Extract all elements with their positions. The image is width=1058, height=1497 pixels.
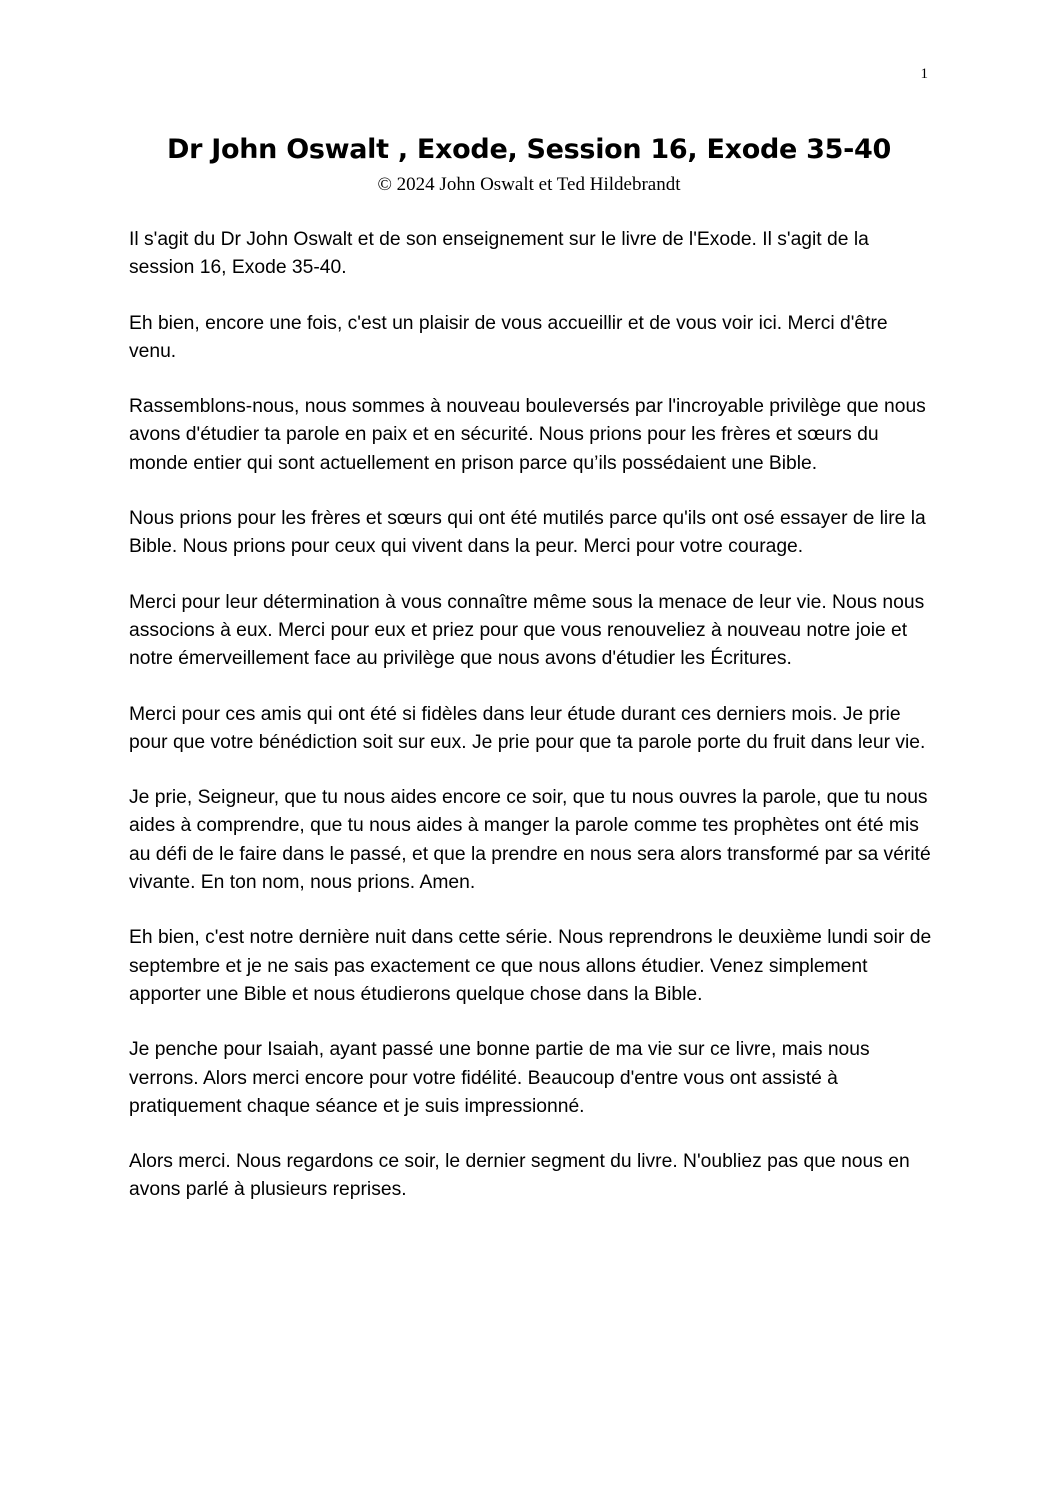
paragraph: Eh bien, c'est notre dernière nuit dans cette série. Nous reprendrons le deuxième lundi soir de septembre et je ne sais pas exactement ce que nous allons étudier. Venez simplement apporter une Bible et nous étudierons quelque chose dans la Bible. xyxy=(129,927,932,1005)
paragraph: Il s'agit du Dr John Oswalt et de son enseignement sur le livre de l'Exode. Il s'agit de la session 16, Exode 35-40. xyxy=(129,229,869,279)
paragraph: Nous prions pour les frères et sœurs qui ont été mutilés parce qu'ils ont osé essayer de lire la Bible. Nous prions pour ceux qui vivent dans la peur. Merci pour votre courage. xyxy=(129,508,926,558)
paragraph: Alors merci. Nous regardons ce soir, le dernier segment du livre. N'oubliez pas que nous en avons parlé à plusieurs reprises. xyxy=(129,1151,910,1201)
paragraph: Eh bien, encore une fois, c'est un plaisir de vous accueillir et de vous voir ici. Merci d'être venu. xyxy=(129,312,888,362)
paragraph: Merci pour leur détermination à vous connaître même sous la menace de leur vie. Nous nous associons à eux. Merci pour eux et priez pour que vous renouveliez à nouveau notre joie et notre émerveillement face au privilège que nous avons d'étudier les Écritures. xyxy=(129,591,925,670)
paragraph: Je penche pour Isaiah, ayant passé une bonne partie de ma vie sur ce livre, mais nous verrons. Alors merci encore pour votre fidélité. Beaucoup d'entre vous ont assisté à pratiquement chaque séance et je suis impressionné. xyxy=(129,1039,870,1117)
copyright-line: © 2024 John Oswalt et Ted Hildebrandt xyxy=(377,174,681,195)
paragraph: Je prie, Seigneur, que tu nous aides encore ce soir, que tu nous ouvres la parole, que tu nous aides à comprendre, que tu nous aides à manger la parole comme tes prophètes ont été mis au défi de le faire dans le passé, et que la prendre en nous sera alors transformé par sa vérité vivante. En ton nom, nous prions. Amen. xyxy=(129,787,931,894)
page-number: 1 xyxy=(920,66,928,82)
document-title: Dr John Oswalt , Exode, Session 16, Exode 35-40 xyxy=(167,134,891,165)
paragraph: Merci pour ces amis qui ont été si fidèles dans leur étude durant ces derniers mois. Je prie pour que votre bénédiction soit sur eux. Je prie pour que ta parole porte du fruit dans leur vie. xyxy=(129,703,926,753)
paragraph: Rassemblons-nous, nous sommes à nouveau bouleversés par l'incroyable privilège que nous avons d'étudier ta parole en paix et en sécurité. Nous prions pour les frères et sœurs du monde entier qui sont actuellement en prison parce qu’ils possédaient une Bible. xyxy=(129,396,926,474)
document-body xyxy=(129,226,937,1232)
